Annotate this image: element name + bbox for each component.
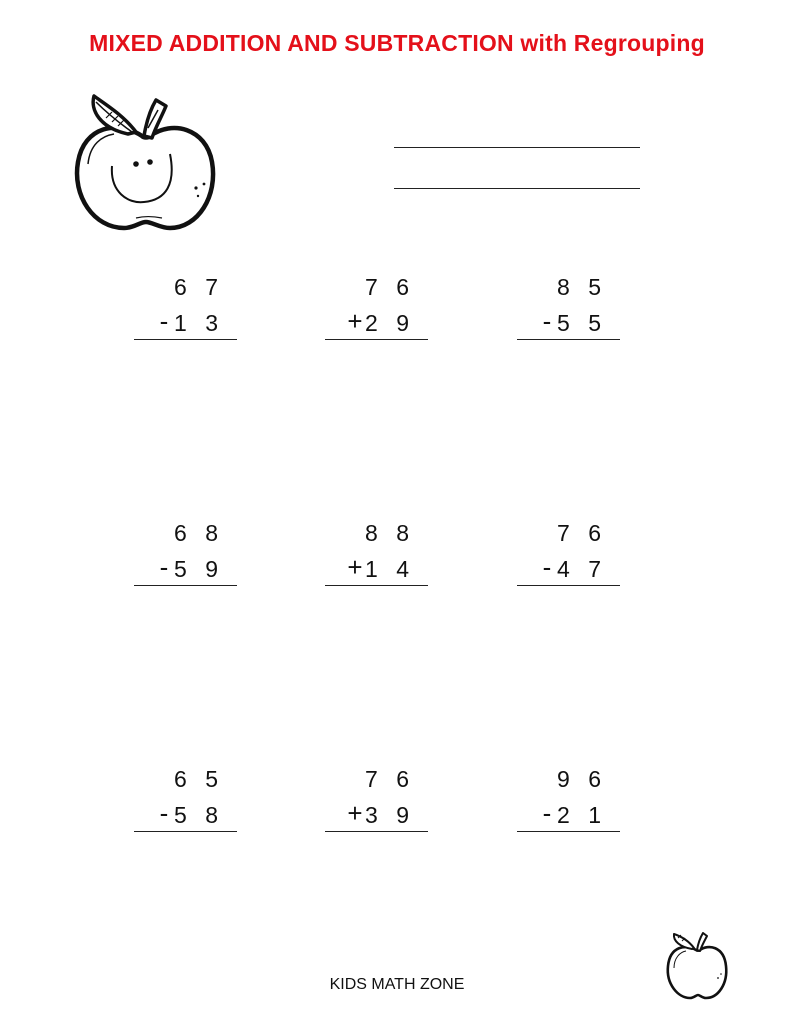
problem-bottom-number: 1 4 <box>365 556 415 582</box>
problem-4 <box>134 520 238 590</box>
worksheet-title: MIXED ADDITION AND SUBTRACTION with Regrouping <box>89 30 705 56</box>
footer-text: KIDS MATH ZONE <box>329 976 465 993</box>
problem-8 <box>325 766 429 836</box>
problem-bottom-number: 5 9 <box>174 556 224 582</box>
problem-bottom-number: 3 9 <box>365 802 415 828</box>
problem-5 <box>325 520 429 590</box>
operator-sign: + <box>347 798 363 828</box>
problem-bottom-number: 5 8 <box>174 802 224 828</box>
problem-top-number: 7 6 <box>557 520 607 546</box>
problem-top-number: 6 7 <box>174 274 224 300</box>
problem-top-number: 6 8 <box>174 520 224 546</box>
problem-1 <box>134 274 238 344</box>
name-blank-line[interactable] <box>394 147 640 148</box>
problem-bottom-number: 5 5 <box>557 310 607 336</box>
operator-sign: - <box>159 798 169 828</box>
problem-2 <box>325 274 429 344</box>
operator-sign: - <box>542 798 552 828</box>
problem-9 <box>517 766 621 836</box>
answer-line <box>517 831 620 832</box>
answer-line <box>134 585 237 586</box>
problem-top-number: 9 6 <box>557 766 607 792</box>
problem-top-number: 7 6 <box>365 274 415 300</box>
problem-bottom-number: 2 9 <box>365 310 415 336</box>
problem-7 <box>134 766 238 836</box>
answer-line <box>134 339 237 340</box>
problem-bottom-number: 2 1 <box>557 802 607 828</box>
problem-bottom-number: 4 7 <box>557 556 607 582</box>
apple-icon <box>664 930 730 1000</box>
operator-sign: + <box>347 552 363 582</box>
answer-line <box>325 831 428 832</box>
operator-sign: - <box>159 552 169 582</box>
operator-sign: - <box>542 552 552 582</box>
answer-line <box>517 585 620 586</box>
problem-3 <box>517 274 621 344</box>
answer-line <box>325 585 428 586</box>
problem-top-number: 6 5 <box>174 766 224 792</box>
problem-bottom-number: 1 3 <box>174 310 224 336</box>
operator-sign: + <box>347 306 363 336</box>
operator-sign: - <box>159 306 169 336</box>
date-blank-line[interactable] <box>394 188 640 189</box>
problem-6 <box>517 520 621 590</box>
problem-top-number: 8 5 <box>557 274 607 300</box>
answer-line <box>517 339 620 340</box>
problem-top-number: 7 6 <box>365 766 415 792</box>
apple-face-icon <box>70 92 222 234</box>
answer-line <box>325 339 428 340</box>
problem-top-number: 8 8 <box>365 520 415 546</box>
answer-line <box>134 831 237 832</box>
operator-sign: - <box>542 306 552 336</box>
